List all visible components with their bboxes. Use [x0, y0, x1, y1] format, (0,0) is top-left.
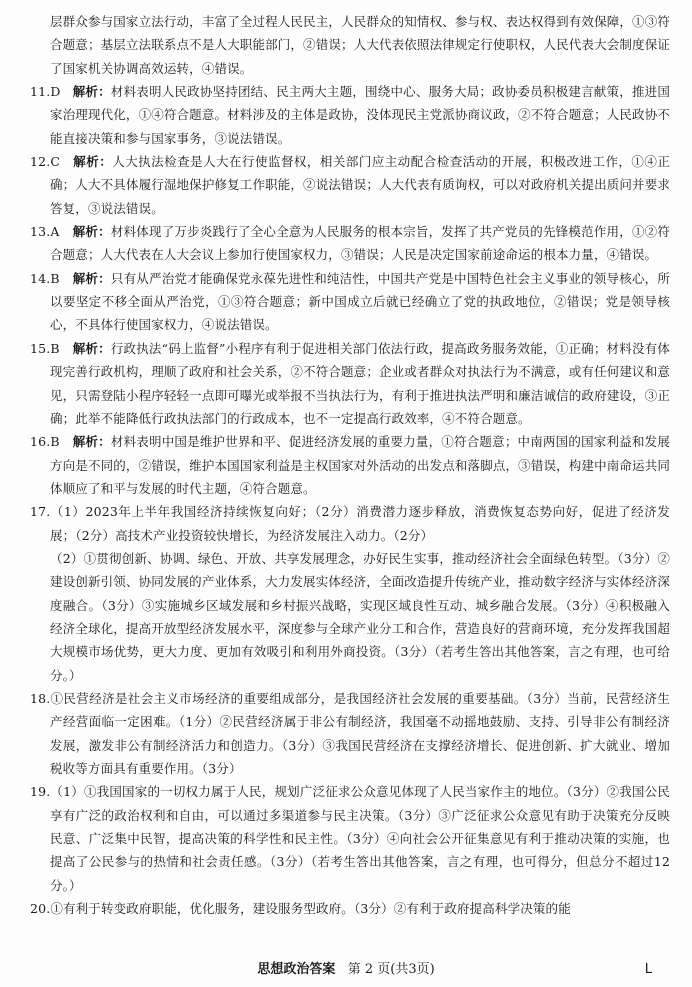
answer-item-17-part2 — [30, 547, 670, 687]
answer-item-12 — [30, 150, 670, 220]
choice-answer: B — [50, 270, 60, 286]
analysis-label: 解析： — [72, 84, 111, 100]
answer-text: （2）①贯彻创新、协调、绿色、开放、共享发展理念，办好民生实事，推动经济社会全面绿色转型。（3分）②建设创新引领、协同发展的产业体系，大力发展实体经济，全面改造提升传统产业，推动数字经济与实体经济深度融合。（3分）③实施城乡区域发展和乡村振兴战略，实现区域良性互动、城乡融合发展。（3分）④积极融入经济全球化，提高开放型经济发展水平，深度参与全球产业分工和合作，营造良好的营商环境，充分发挥我国超大规模市场优势，更大力度、更加有效吸引和利用外商投资。（3分）（若考生答出其他答案，言之有理，也可给分。） — [50, 550, 670, 683]
question-number: 17. — [30, 504, 51, 520]
continued-text: 层群众参与国家立法行动，丰富了全过程人民民主，人民群众的知情权、参与权、表达权得到有效保障，①③符合题意；基层立法联系点不是人大职能部门，②错误；人大代表依照法律规定行使职权，人民代表大会制度保证了国家机关协调高效运转，④错误。 — [50, 14, 670, 76]
choice-answer: D — [50, 84, 61, 100]
analysis-text: 只有从严治党才能确保党永葆先进性和纯洁性，中国共产党是中国特色社会主义事业的领导核心，所以要坚定不移全面从严治党，①③符合题意；新中国成立后就已经确立了党的执政地位，②错误；党是领导核心，不具体行使国家权力，④说法错误。 — [50, 270, 671, 333]
question-number: 13. — [30, 224, 51, 240]
answer-content — [30, 10, 670, 920]
page-footer — [0, 960, 692, 980]
question-number: 14. — [30, 270, 51, 286]
choice-answer: A — [50, 224, 60, 240]
question-number: 20. — [30, 901, 51, 917]
analysis-text: 材料表明人民政协坚持团结、民主两大主题，围绕中心、服务大局；政协委员积极建言献策，推进国家治理现代化，①④符合题意。材料涉及的主体是政协，没体现民主党派协商议政，②不符合题意；人民政协不能直接决策和参与国家事务，③说法错误。 — [50, 84, 671, 146]
continued-paragraph — [30, 10, 670, 80]
footer-mark: L — [644, 962, 652, 977]
footer-center — [0, 960, 692, 980]
answer-item-13 — [30, 220, 670, 267]
analysis-text: 人大执法检查是人大在行使监督权，相关部门应主动配合检查活动的开展，积极改进工作，①④正确；人大不具体履行湿地保护修复工作职能，②说法错误；人大代表有质询权，可以对政府机关提出质问并要求答复，③说法错误。 — [50, 154, 671, 216]
answer-text: （1）2023年上半年我国经济持续恢复向好；（2分）消费潜力逐步释放，消费恢复态势向好，促进了经济发展；（2分）高技术产业投资较快增长，为经济发展注入动力。（2分） — [50, 504, 670, 543]
answer-text: ①有利于转变政府职能，优化服务，建设服务型政府。（3分）②有利于政府提高科学决策的能 — [50, 901, 571, 917]
question-number: 16. — [30, 434, 51, 450]
answer-item-11 — [30, 80, 670, 150]
question-number: 18. — [30, 690, 51, 706]
question-number: 12. — [30, 154, 51, 170]
answer-item-18 — [30, 687, 670, 780]
answer-text: ①民营经济是社会主义市场经济的重要组成部分，是我国经济社会发展的重要基础。（3分）当前，民营经济生产经营面临一定困难。（1分）②民营经济属于非公有制经济，我国毫不动摇地鼓励、支持、引导非公有制经济发展，激发非公有制经济活力和创造力。（3分）③我国民营经济在支撑经济增长、促进创新、扩大就业、增加税收等方面具有重要作用。（3分） — [50, 690, 670, 776]
analysis-text: 材料体现了万步炎践行了全心全意为人民服务的根本宗旨，发挥了共产党员的先锋模范作用，①②符合题意；人大代表在人大会议上参加行使国家权力，③错误；人民是决定国家前途命运的根本力量，④错误。 — [50, 224, 671, 263]
analysis-text: 材料表明中国是维护世界和平、促进经济发展的重要力量，①符合题意；中南两国的国家利益和发展方向是不同的，②错误，维护本国国家利益是主权国家对外活动的出发点和落脚点，③错误，构建中南命运共同体顺应了和平与发展的时代主题，④符合题意。 — [50, 434, 671, 496]
choice-answer: B — [50, 434, 60, 450]
analysis-label: 解析： — [72, 434, 111, 450]
answer-item-15 — [30, 337, 670, 430]
question-number: 19. — [30, 784, 51, 800]
choice-answer: C — [50, 154, 61, 170]
answer-item-14 — [30, 267, 670, 337]
footer-title: 思想政治答案 — [257, 962, 336, 977]
question-number: 15. — [30, 340, 51, 356]
page-number: 第 2 页(共3页) — [347, 962, 435, 977]
analysis-text: 行政执法“码上监督”小程序有利于促进相关部门依法行政，提高政务服务效能，①正确；材料没有体现完善行政机构，理顺了政府和社会关系，②不符合题意；企业或者群众对执法行为不满意，或有任何建议和意见，只需登陆小程序轻轻一点即可曝光或举报不当执法行为，有利于推进执法严明和廉洁诚信的政府建设，③正确；此举不能降低行政执法部门的行政成本，也不一定提高行政效率，④不符合题意。 — [50, 340, 671, 426]
answer-item-20 — [30, 897, 670, 920]
answer-text: （1）①我国国家的一切权力属于人民，规划广泛征求公众意见体现了人民当家作主的地位。（3分）②我国公民享有广泛的政治权利和自由，可以通过多渠道参与民主决策。（3分）③广泛征求公众意见有助于决策充分反映民意、广泛集中民智，提高决策的科学性和民主性。（3分）④向社会公开征集意见有利于推动决策的实施，也提高了公民参与的热情和社会责任感。（3分）（若考生答出其他答案，言之有理，也可得分，但总分不超过12分。） — [50, 784, 670, 893]
analysis-label: 解析： — [72, 224, 111, 240]
answer-item-16 — [30, 430, 670, 500]
answer-item-19 — [30, 780, 670, 897]
question-number: 11. — [30, 84, 51, 100]
analysis-label: 解析： — [73, 154, 113, 170]
answer-item-17-part1 — [30, 500, 670, 547]
choice-answer: B — [50, 340, 60, 356]
analysis-label: 解析： — [72, 270, 111, 286]
analysis-label: 解析： — [72, 340, 111, 356]
